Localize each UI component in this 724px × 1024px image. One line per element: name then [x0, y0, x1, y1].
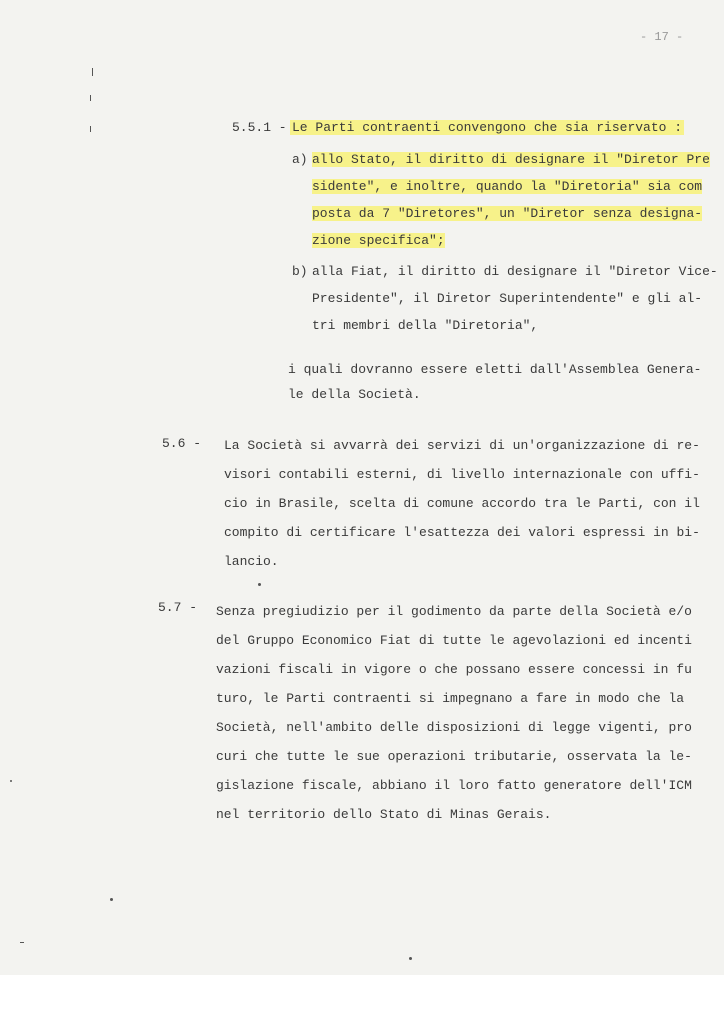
item-b-label: b)	[292, 264, 308, 279]
section-5-7-line: turo, le Parti contraenti si impegnano a fare in modo che la	[216, 691, 685, 706]
scan-mark	[92, 68, 93, 76]
item-a-line: posta da 7 "Diretores", un "Diretor senza designa-	[312, 206, 703, 221]
section-5-7-line: vazioni fiscali in vigore o che possano essere concessi in fu	[216, 662, 692, 677]
item-b-line: alla Fiat, il diritto di designare il "Diretor Vice-	[312, 264, 718, 279]
page-number: - 17 -	[640, 30, 684, 44]
section-5-7-line: gislazione fiscale, abbiano il loro fatto generatore dell'ICM	[216, 778, 692, 793]
scan-mark	[409, 957, 412, 960]
scan-mark	[90, 126, 91, 132]
section-5-7-line: nel territorio dello Stato di Minas Gerais.	[216, 807, 552, 822]
scan-mark	[10, 780, 12, 782]
item-a-line: zione specifica";	[312, 233, 445, 248]
section-5-7-line: curi che tutte le sue operazioni tributarie, osservata la le-	[216, 749, 692, 764]
section-5-6-line: La Società si avvarrà dei servizi di un'organizzazione di re-	[224, 438, 700, 453]
section-5-5-1-number: 5.5.1 -	[232, 120, 287, 135]
section-5-6-line: lancio.	[224, 554, 279, 569]
item-b-line: Presidente", il Diretor Superintendente" e gli al-	[312, 291, 703, 306]
item-b-line: tri membri della "Diretoria",	[312, 318, 539, 333]
section-5-7-line: Senza pregiudizio per il godimento da parte della Società e/o	[216, 604, 692, 619]
page-bottom-margin	[0, 975, 724, 1024]
section-5-7-text	[216, 604, 706, 834]
closing-line: le della Società.	[288, 387, 421, 402]
section-5-6-text	[224, 438, 704, 568]
item-a-line: allo Stato, il diritto di designare il "Diretor Pre	[312, 152, 710, 167]
closing-text	[288, 362, 708, 422]
scan-mark	[20, 942, 24, 943]
item-b-text	[312, 264, 718, 344]
section-5-7-number: 5.7 -	[158, 600, 198, 615]
section-5-7-line: del Gruppo Economico Fiat di tutte le agevolazioni ed incenti	[216, 633, 692, 648]
section-5-6-number: 5.6 -	[162, 436, 202, 451]
section-5-6-line: visori contabili esterni, di livello internazionale con uffi-	[224, 467, 700, 482]
section-5-7-line: Società, nell'ambito delle disposizioni di legge vigenti, pro	[216, 720, 692, 735]
section-5-6-line: cio in Brasile, scelta di comune accordo tra le Parti, con il	[224, 496, 700, 511]
section-5-6-line: compito di certificare l'esattezza dei valori espressi in bi-	[224, 525, 700, 540]
item-a-line: sidente", e inoltre, quando la "Diretoria" sia com	[312, 179, 703, 194]
item-a-text	[312, 152, 712, 252]
closing-line: i quali dovranno essere eletti dall'Assemblea Genera-	[288, 362, 702, 377]
scan-mark	[90, 95, 91, 101]
scan-mark	[258, 583, 261, 586]
scan-mark	[110, 898, 113, 901]
section-5-5-1-intro: Le Parti contraenti convengono che sia riservato :	[292, 120, 683, 135]
item-a-label: a)	[292, 152, 308, 167]
